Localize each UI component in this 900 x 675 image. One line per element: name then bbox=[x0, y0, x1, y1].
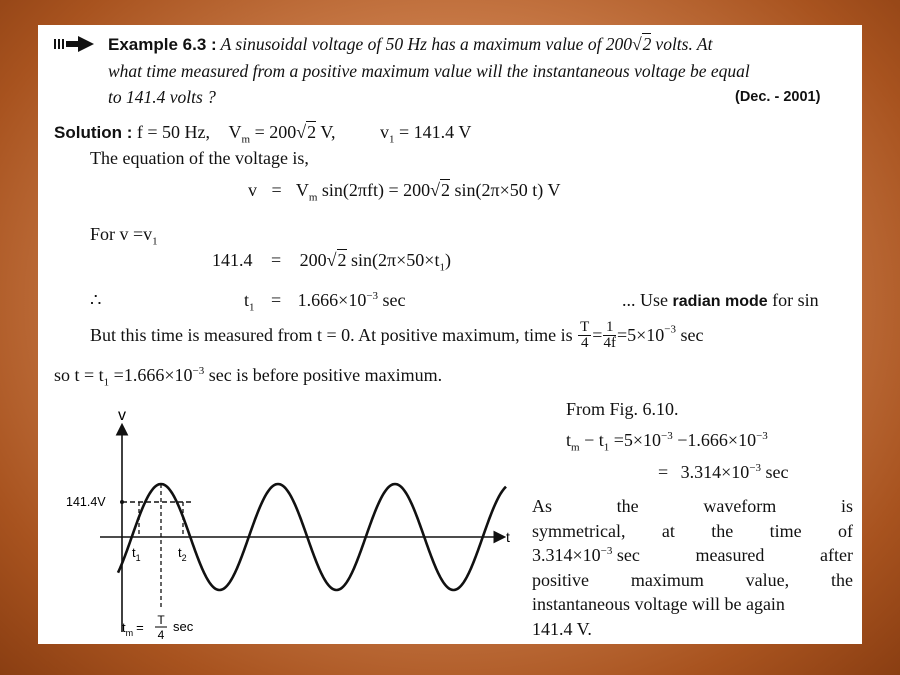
eq-end: sin(2π×50 t) V bbox=[454, 180, 561, 200]
para-line-2 bbox=[532, 521, 853, 542]
para-value bbox=[532, 545, 640, 566]
sine-wave-figure bbox=[38, 400, 518, 640]
para-exp: −3 bbox=[600, 545, 613, 557]
tm-unit: sec bbox=[173, 619, 194, 634]
vm-sub: m bbox=[241, 133, 251, 146]
t1-tick-t: t bbox=[132, 545, 136, 560]
fraction-1-over-4f bbox=[603, 320, 616, 351]
tm-label bbox=[122, 620, 144, 638]
vm-unit: V, bbox=[320, 122, 336, 142]
frac-equals: = bbox=[592, 325, 603, 345]
result-equals: = bbox=[658, 462, 669, 482]
x-axis-label: t bbox=[506, 529, 510, 545]
tm-frac-num: T bbox=[157, 613, 165, 627]
example-line-2: what time measured from a positive maximum value will the instantaneous voltage be equal bbox=[108, 61, 750, 81]
voltage-equation: $v = V_m$ sin(2πft) = 200√2 sin(2π×50 t) V bbox=[248, 180, 561, 204]
radian-note-bold: radian mode bbox=[672, 293, 768, 310]
para-line-6: 141.4 V. bbox=[532, 619, 592, 639]
example-radicand: 2 bbox=[642, 34, 652, 54]
t1-equals: = bbox=[271, 290, 282, 310]
but-exp: −3 bbox=[664, 323, 676, 336]
para-word: positive bbox=[532, 570, 589, 590]
result-value: 3.314×10 bbox=[680, 462, 750, 482]
equation-intro: The equation of the voltage is, bbox=[90, 148, 309, 168]
radian-note bbox=[622, 290, 819, 311]
v1-sub: 1 bbox=[389, 133, 395, 146]
para-word: time bbox=[769, 521, 802, 541]
para-line-3 bbox=[532, 545, 853, 566]
para-line-4 bbox=[532, 570, 853, 591]
frac1-num: T bbox=[580, 319, 590, 335]
example-text-1-end: volts. At bbox=[655, 34, 713, 54]
substitution-line: 141.4 = 200√2 $\sin(2\pi\times 50\times t_1)$ bbox=[212, 250, 451, 274]
v1-symbol: v bbox=[380, 122, 389, 142]
para-line-5: instantaneous voltage will be again bbox=[532, 594, 785, 614]
tm-exp2: −3 bbox=[756, 430, 768, 442]
example-line-1 bbox=[54, 34, 712, 57]
frac2-num: 1 bbox=[603, 320, 616, 336]
tm-exp: −3 bbox=[661, 430, 673, 442]
sub-sin: sin(2π×50×t bbox=[351, 250, 440, 270]
t1-tick-label bbox=[132, 545, 141, 563]
example-line-3: to 141.4 volts ? bbox=[108, 87, 216, 107]
tm-eq: = bbox=[136, 620, 144, 635]
para-line-1 bbox=[532, 496, 853, 517]
sub-equals: = bbox=[271, 250, 282, 270]
solution-line bbox=[54, 122, 471, 146]
tm-symbol: t bbox=[566, 430, 572, 450]
given-v1 bbox=[380, 122, 472, 146]
example-label: Example 6.3 : bbox=[108, 35, 217, 54]
tm-sub: m bbox=[571, 441, 580, 454]
t1-tick-sub: 1 bbox=[135, 553, 141, 563]
y-axis-label: v bbox=[118, 407, 126, 424]
t1-value: 1.666×10 bbox=[297, 290, 367, 310]
arrow-icon bbox=[54, 36, 94, 57]
but-line bbox=[90, 320, 703, 351]
eq-radicand: 2 bbox=[441, 180, 451, 200]
para-word: the bbox=[830, 570, 853, 590]
frac2-den: 4f bbox=[603, 335, 616, 351]
given-f: f = 50 Hz, bbox=[136, 122, 211, 142]
but-value: =5×10 bbox=[616, 325, 665, 345]
result-unit: sec bbox=[765, 462, 789, 482]
tm-value: =5×10 bbox=[609, 430, 662, 450]
sub-close: ) bbox=[444, 250, 451, 270]
vm-symbol: V bbox=[228, 122, 242, 142]
tm-frac-den: 4 bbox=[157, 628, 165, 640]
para-word: value, bbox=[745, 570, 790, 590]
para-word: the bbox=[711, 521, 734, 541]
given-vm: $V_m = 200√2$ V, bbox=[228, 122, 336, 146]
solution-label: Solution : bbox=[54, 123, 133, 142]
tm-t: t bbox=[122, 620, 126, 635]
eq-vm: V bbox=[295, 180, 309, 200]
tm-minus: − t bbox=[579, 430, 604, 450]
so-exp: −3 bbox=[192, 365, 205, 377]
but-text: But this time is measured from t = 0. At positive maximum, time is bbox=[90, 325, 573, 345]
para-word: at bbox=[661, 521, 675, 541]
sub-t1-sub: 1 bbox=[439, 261, 445, 274]
but-unit: sec bbox=[680, 325, 704, 345]
t2-tick-sub: 2 bbox=[181, 553, 187, 563]
so-value: =1.666×10 bbox=[109, 365, 193, 385]
radian-note-post: for sin bbox=[772, 290, 819, 310]
tm-t1-sub: 1 bbox=[603, 441, 610, 454]
para-word: the bbox=[616, 496, 639, 516]
so-line bbox=[54, 365, 442, 389]
radian-note-pre: ... Use bbox=[622, 290, 668, 310]
from-fig: From Fig. 6.10. bbox=[566, 399, 679, 419]
result-line bbox=[658, 462, 789, 483]
result-exp: −3 bbox=[749, 462, 762, 474]
para-word: sec bbox=[616, 545, 640, 565]
tm-minus-t1-line bbox=[566, 430, 768, 454]
example-date: (Dec. - 2001) bbox=[735, 89, 821, 105]
fraction-t-over-4 bbox=[578, 320, 591, 351]
t1-exp: −3 bbox=[366, 290, 379, 302]
level-point bbox=[120, 500, 124, 504]
for-v-line bbox=[90, 224, 158, 248]
sub-coef: 200 bbox=[299, 250, 327, 270]
for-text: For v =v bbox=[90, 224, 153, 244]
vm-radicand: 2 bbox=[307, 122, 317, 142]
t1-result bbox=[244, 290, 406, 314]
para-word: measured bbox=[695, 545, 765, 565]
tm-sub: m bbox=[125, 628, 134, 638]
t1-sub: 1 bbox=[249, 301, 255, 314]
eq-lhs: v bbox=[248, 180, 257, 200]
t1-symbol: t bbox=[244, 290, 250, 310]
sqrt-sign: √ bbox=[632, 34, 642, 54]
para-word: waveform bbox=[703, 496, 777, 516]
eq-mid: sin(2πft) = 200 bbox=[321, 180, 431, 200]
t2-tick-label bbox=[178, 545, 187, 563]
sub-lhs: 141.4 bbox=[212, 250, 253, 270]
eq-vm-sub: m bbox=[308, 191, 318, 204]
so-pre: so t = t bbox=[54, 365, 104, 385]
sub-radicand: 2 bbox=[337, 250, 347, 270]
para-word: symmetrical, bbox=[532, 521, 626, 541]
frac1-den: 4 bbox=[580, 335, 589, 351]
para-number: 3.314×10 bbox=[532, 545, 601, 565]
level-label: 141.4V bbox=[66, 495, 106, 509]
for-sub: 1 bbox=[152, 235, 158, 248]
v1-value: = 141.4 V bbox=[399, 122, 472, 142]
vm-value: = 200 bbox=[254, 122, 297, 142]
so-post: sec is before positive maximum. bbox=[208, 365, 443, 385]
para-word: after bbox=[820, 545, 853, 565]
so-sub: 1 bbox=[103, 376, 110, 389]
example-text-1: A sinusoidal voltage of 50 Hz has a maximum value of 200 bbox=[220, 34, 633, 54]
para-word: As bbox=[532, 496, 553, 516]
t1-unit: sec bbox=[382, 290, 406, 310]
para-word: of bbox=[837, 521, 853, 541]
tm-value2: −1.666×10 bbox=[672, 430, 757, 450]
eq-equals: = bbox=[271, 180, 282, 200]
t2-tick-t: t bbox=[178, 545, 182, 560]
para-word: is bbox=[840, 496, 853, 516]
therefore-symbol: ∴ bbox=[90, 290, 102, 310]
para-word: maximum bbox=[630, 570, 704, 590]
slide-page bbox=[38, 25, 862, 644]
